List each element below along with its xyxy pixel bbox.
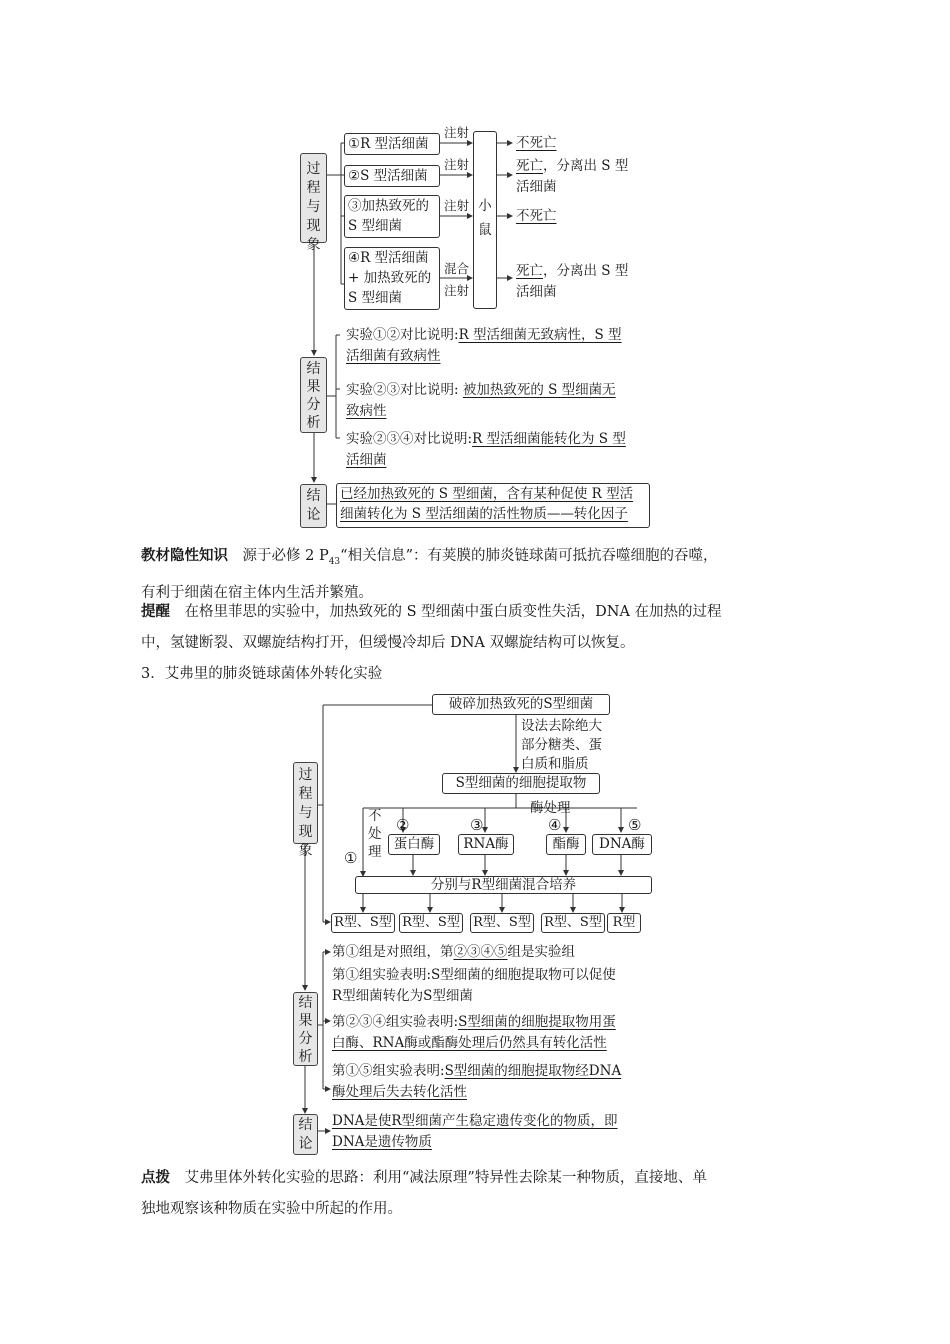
d1-analysis-2-line2: 致病性 xyxy=(346,403,387,419)
exp-4-box: ④R 型活细菌 + 加热致死的 S 型细菌 xyxy=(344,247,440,310)
d2-conclusion-line2: DNA是遗传物质 xyxy=(332,1134,432,1150)
d1-side-analysis: 结果分析 xyxy=(300,357,327,433)
tip-paragraph: 点拨 艾弗里体外转化实验的思路：利用“减法原理”特异性去除某一种物质，直接地、单 独地观察该种物质在实验中所起的作用。 xyxy=(141,1170,707,1217)
d2-analysis-4: 第①⑤组实验表明:S型细菌的细胞提取物经DNA xyxy=(332,1063,622,1079)
d2-analysis-2-line2: R型细菌转化为S型细菌 xyxy=(332,988,473,1004)
outcome-4: R型、S型 xyxy=(541,913,605,933)
cell-extract-box: S型细菌的细胞提取物 xyxy=(442,773,600,794)
d1-analysis-1-line2: 活细菌有致病性 xyxy=(346,348,441,364)
inject-label-1: 注射 xyxy=(444,125,470,140)
outcome-5: R型 xyxy=(607,913,641,933)
hidden-knowledge-paragraph: 教材隐性知识 源于必修 2 $P_{43}“$相关信息”：有荚膜的肺炎链球菌可抵抗吞噬细胞的吞噬， 有利于细菌在宿主体内生活并繁殖。 xyxy=(141,548,718,601)
d2-analysis-3: 第②③④组实验表明:S型细菌的细胞提取物用蛋 xyxy=(332,1014,616,1030)
d1-conclusion-box: 已经加热致死的 S 型细菌，含有某种促使 R 型活 细菌转化为 S 型活细菌的活性物质——转化因子 xyxy=(336,483,650,528)
exp-1-box: ①R 型活细菌 xyxy=(344,133,440,155)
mixed-culture-box: 分别与R型细菌混合培养 xyxy=(355,876,652,894)
group-num-5: ⑤ xyxy=(628,816,642,834)
no-treat-3: 理 xyxy=(368,844,382,860)
enzyme-rnase-box: RNA酶 xyxy=(458,834,514,855)
d1-analysis-2: 实验②③对比说明: 被加热致死的 S 型细菌无 xyxy=(346,382,616,398)
result-1: 不死亡 xyxy=(516,135,557,151)
broken-s-bacteria-box: 破碎加热致死的S型细菌 xyxy=(432,694,610,715)
remove-note-3: 白质和脂质 xyxy=(521,756,589,772)
remove-note-2: 部分糖类、蛋 xyxy=(521,737,602,753)
d2-side-process: 过程与现象 xyxy=(293,762,318,844)
result-2-line2: 活细菌 xyxy=(516,179,557,195)
inject-label-2: 注射 xyxy=(444,157,470,172)
d1-analysis-1: 实验①②对比说明:R 型活细菌无致病性，S 型 xyxy=(346,327,622,343)
d2-side-conclusion: 结论 xyxy=(293,1114,318,1155)
result-4-line2: 活细菌 xyxy=(516,284,557,300)
group-num-4: ④ xyxy=(548,816,562,834)
exp-3-box: ③加热致死的 S 型细菌 xyxy=(344,195,440,238)
d2-analysis-2: 第①组实验表明:S型细菌的细胞提取物可以促使 xyxy=(332,967,616,983)
remove-note-1: 设法去除绝大 xyxy=(521,718,602,734)
d2-analysis-1: 第①组是对照组，第②③④⑤组是实验组 xyxy=(332,944,575,960)
reminder-paragraph: 提醒 在格里菲思的实验中，加热致死的 S 型细菌中蛋白质变性失活，DNA 在加热的过程 中，氢键断裂、双螺旋结构打开，但缓慢冷却后 DNA 双螺旋结构可以恢复。 xyxy=(141,604,722,651)
d1-analysis-3: 实验②③④对比说明:R 型活细菌能转化为 S 型 xyxy=(346,431,626,447)
d1-side-conclusion: 结论 xyxy=(300,484,327,528)
d1-side-process: 过程与现象 xyxy=(300,153,327,243)
group-num-3: ③ xyxy=(470,816,484,834)
mix-label: 混合 xyxy=(444,261,470,276)
result-4: 死亡，分离出 S 型 xyxy=(516,263,629,279)
mouse-box: 小 鼠 xyxy=(473,131,497,309)
d2-analysis-4-line2: 酶处理后失去转化活性 xyxy=(332,1084,467,1100)
d2-conclusion-line1: DNA是使R型细菌产生稳定遗传变化的物质，即 xyxy=(332,1113,618,1129)
no-treat-1: 不 xyxy=(368,808,382,824)
no-treat-2: 处 xyxy=(368,826,382,842)
group-num-1: ① xyxy=(344,849,358,867)
group-num-2: ② xyxy=(396,816,410,834)
d2-side-analysis: 结果分析 xyxy=(293,992,318,1066)
outcome-3: R型、S型 xyxy=(470,913,534,933)
inject-label-4: 注射 xyxy=(444,283,470,298)
enzyme-dnase-box: DNA酶 xyxy=(592,834,652,855)
result-2: 死亡，分离出 S 型 xyxy=(516,158,629,174)
enzyme-esterase-box: 酯酶 xyxy=(546,834,586,855)
d1-analysis-3-line2: 活细菌 xyxy=(346,452,387,468)
exp-2-box: ②S 型活细菌 xyxy=(344,165,440,187)
outcome-1: R型、S型 xyxy=(331,913,395,933)
section-heading: 3．艾弗里的肺炎链球菌体外转化实验 xyxy=(141,666,383,682)
inject-label-3: 注射 xyxy=(444,198,470,213)
result-3: 不死亡 xyxy=(516,208,557,224)
outcome-2: R型、S型 xyxy=(399,913,463,933)
enzyme-protease-box: 蛋白酶 xyxy=(388,834,440,855)
d2-analysis-3-line2: 白酶、RNA酶或酯酶处理后仍然具有转化活性 xyxy=(332,1035,607,1051)
enzyme-treat-label: 酶处理 xyxy=(530,800,571,816)
